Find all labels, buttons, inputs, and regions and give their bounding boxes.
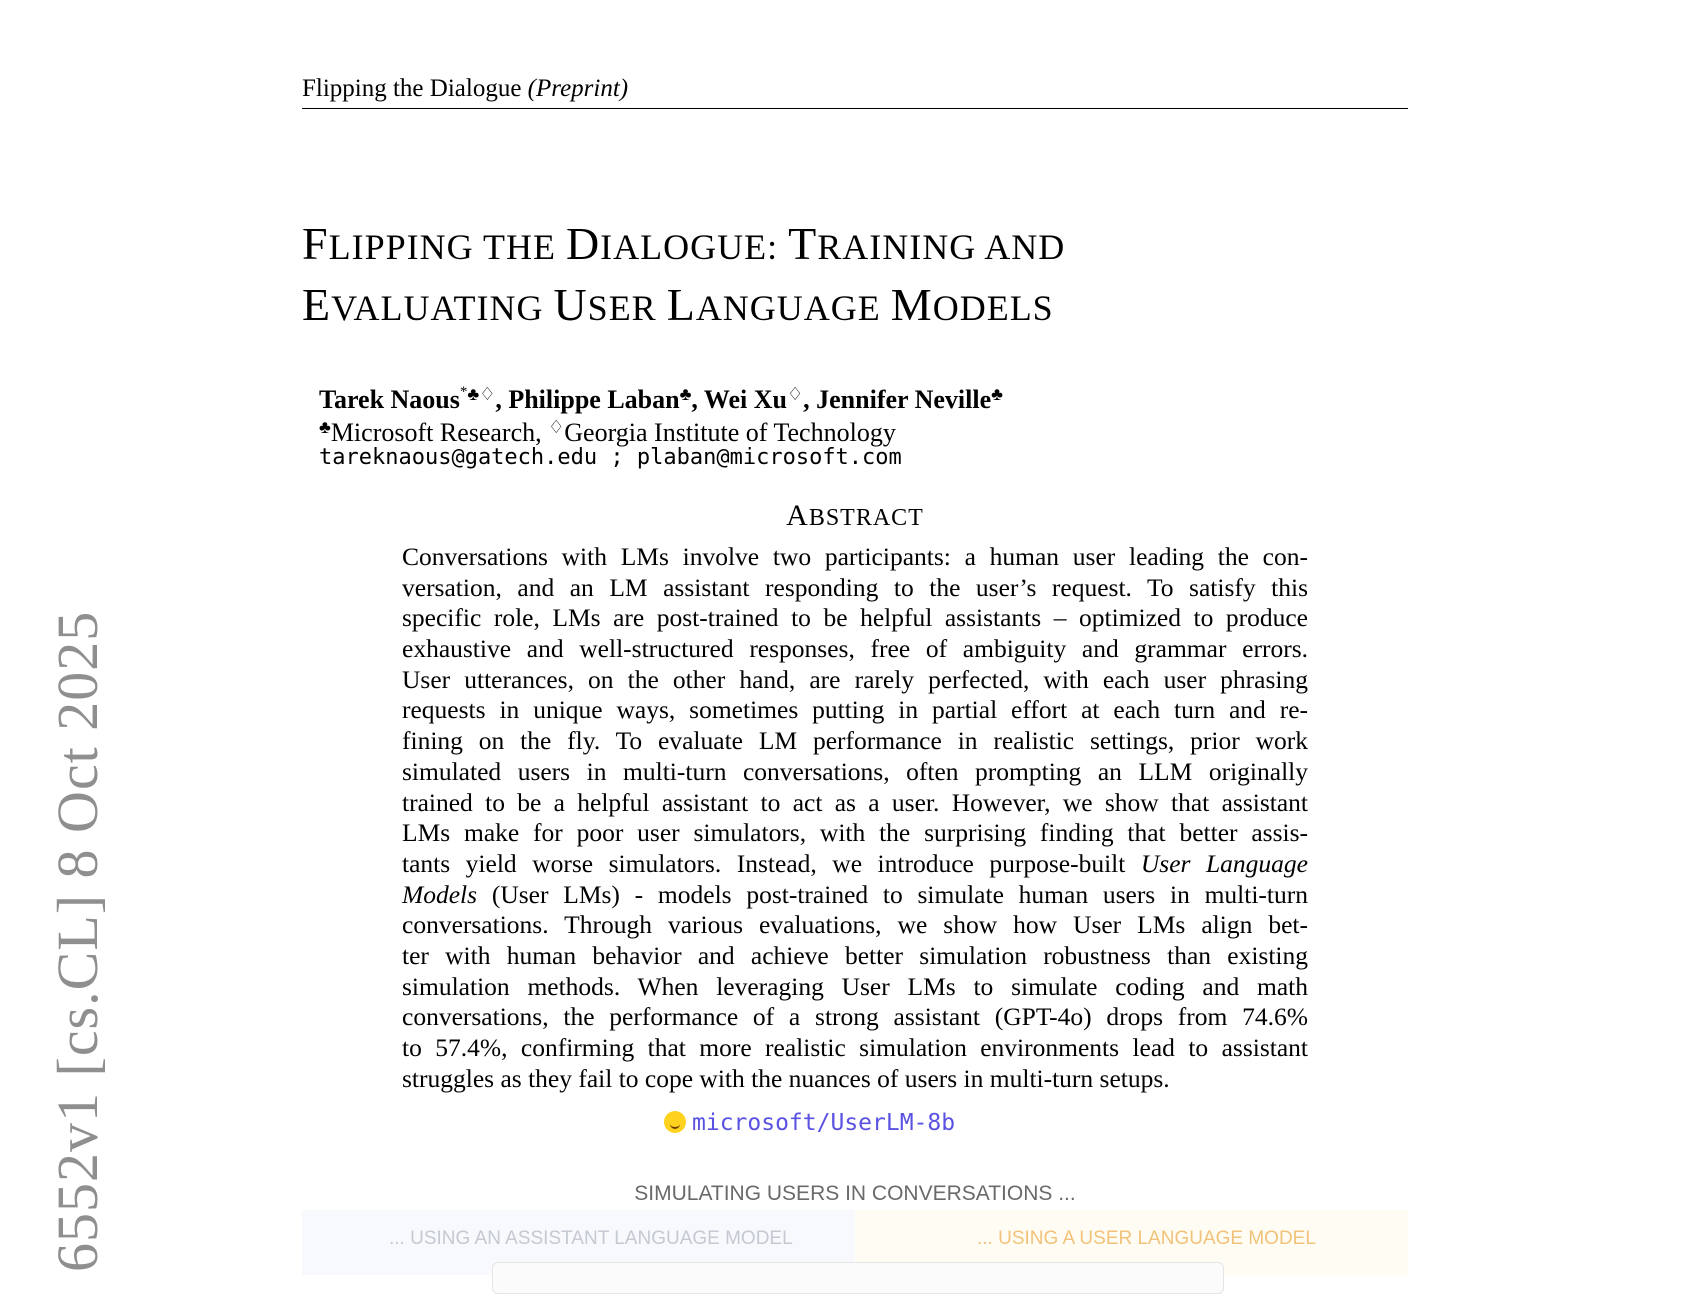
panel-label-assistant: ... USING AN ASSISTANT LANGUAGE MODEL	[389, 1228, 793, 1249]
running-head	[302, 74, 1408, 109]
abstract-line: conversations, the performance of a strong assistant (GPT-4o) drops from 74.6%	[402, 1002, 1308, 1032]
abstract-line: Conversations with LMs involve two participants: a human user leading the con-	[402, 542, 1308, 571]
figure-panels	[302, 1210, 1408, 1275]
paper-title	[302, 215, 1302, 337]
figure-chat-box	[492, 1262, 1224, 1294]
hugging-face-icon	[664, 1111, 686, 1133]
title-line-2: EVALUATING USER LANGUAGE MODELS	[302, 279, 1054, 330]
model-link-text[interactable]: microsoft/UserLM-8b	[692, 1110, 956, 1136]
author-name: Jennifer Neville	[816, 385, 992, 414]
abstract-line: struggles as they fail to cope with the nuances of users in multi-turn setups.	[402, 1063, 1170, 1093]
author-name: Philippe Laban	[508, 385, 680, 414]
abstract-line: simulation methods. When leveraging User LMs to simulate coding and math	[402, 971, 1308, 1001]
abstract-line: ter with human behavior and achieve better simulation robustness than existing	[402, 940, 1308, 970]
arxiv-identifier-stamp: 6552v1 [cs.CL] 8 Oct 2025	[45, 610, 110, 1272]
figure-title: SIMULATING USERS IN CONVERSATIONS ...	[634, 1182, 1076, 1205]
abstract-line: conversations. Through various evaluations, we show how User LMs align bet-	[402, 910, 1308, 940]
abstract-line: Models (User LMs) - models post-trained to simulate human users in multi-turn	[402, 879, 1308, 909]
author-name: Tarek Naous	[319, 385, 460, 414]
abstract-line: to 57.4%, confirming that more realistic simulation environments lead to assistant	[402, 1033, 1308, 1062]
title-line-1: FLIPPING THE DIALOGUE: TRAINING AND	[302, 218, 1066, 269]
abstract-line: requests in unique ways, sometimes putting in partial effort at each turn and re-	[402, 695, 1308, 725]
abstract-line: versation, and an LM assistant responding to the user’s request. To satisfy this	[402, 572, 1308, 602]
abstract-line: specific role, LMs are post-trained to be helpful assistants – optimized to produce	[402, 603, 1308, 633]
italic-term: Models	[402, 879, 478, 909]
huggingface-model-link[interactable]	[664, 1110, 955, 1136]
affiliation: Georgia Institute of Technology	[564, 418, 896, 447]
affiliation: Microsoft Research,	[330, 418, 542, 447]
abstract-line: simulated users in multi-turn conversations, often prompting an LLM originally	[402, 756, 1308, 786]
abstract-heading: ABSTRACT	[786, 499, 924, 532]
abstract-line: exhaustive and well-structured responses, free of ambiguity and grammar errors.	[402, 634, 1308, 664]
author-emails[interactable]: tareknaous@gatech.edu ; plaban@microsoft.com	[319, 445, 902, 470]
abstract-line: tants yield worse simulators. Instead, we introduce purpose-built User Language	[402, 848, 1308, 878]
abstract-line: fining on the fly. To evaluate LM performance in realistic settings, prior work	[402, 726, 1308, 756]
abstract-body	[402, 542, 1308, 1094]
panel-label-user: ... USING A USER LANGUAGE MODEL	[977, 1228, 1316, 1249]
abstract-line: LMs make for poor user simulators, with the surprising finding that better assis-	[402, 818, 1308, 848]
running-head-title: Flipping the Dialogue	[302, 75, 522, 102]
running-head-tag: (Preprint)	[527, 75, 629, 102]
author-name: Wei Xu	[703, 385, 787, 414]
author-list: Tarek Naous*♣♢, Philippe Laban♣, Wei Xu♢, Jennifer Neville♣	[319, 384, 1003, 414]
abstract-line: trained to be a helpful assistant to act as a user. However, we show that assistant	[402, 787, 1308, 817]
italic-term: User Language	[1140, 848, 1308, 878]
affiliations: ♣Microsoft Research, ♢Georgia Institute of Technology	[319, 417, 896, 447]
abstract-line: User utterances, on the other hand, are rarely perfected, with each user phrasing	[402, 664, 1308, 694]
